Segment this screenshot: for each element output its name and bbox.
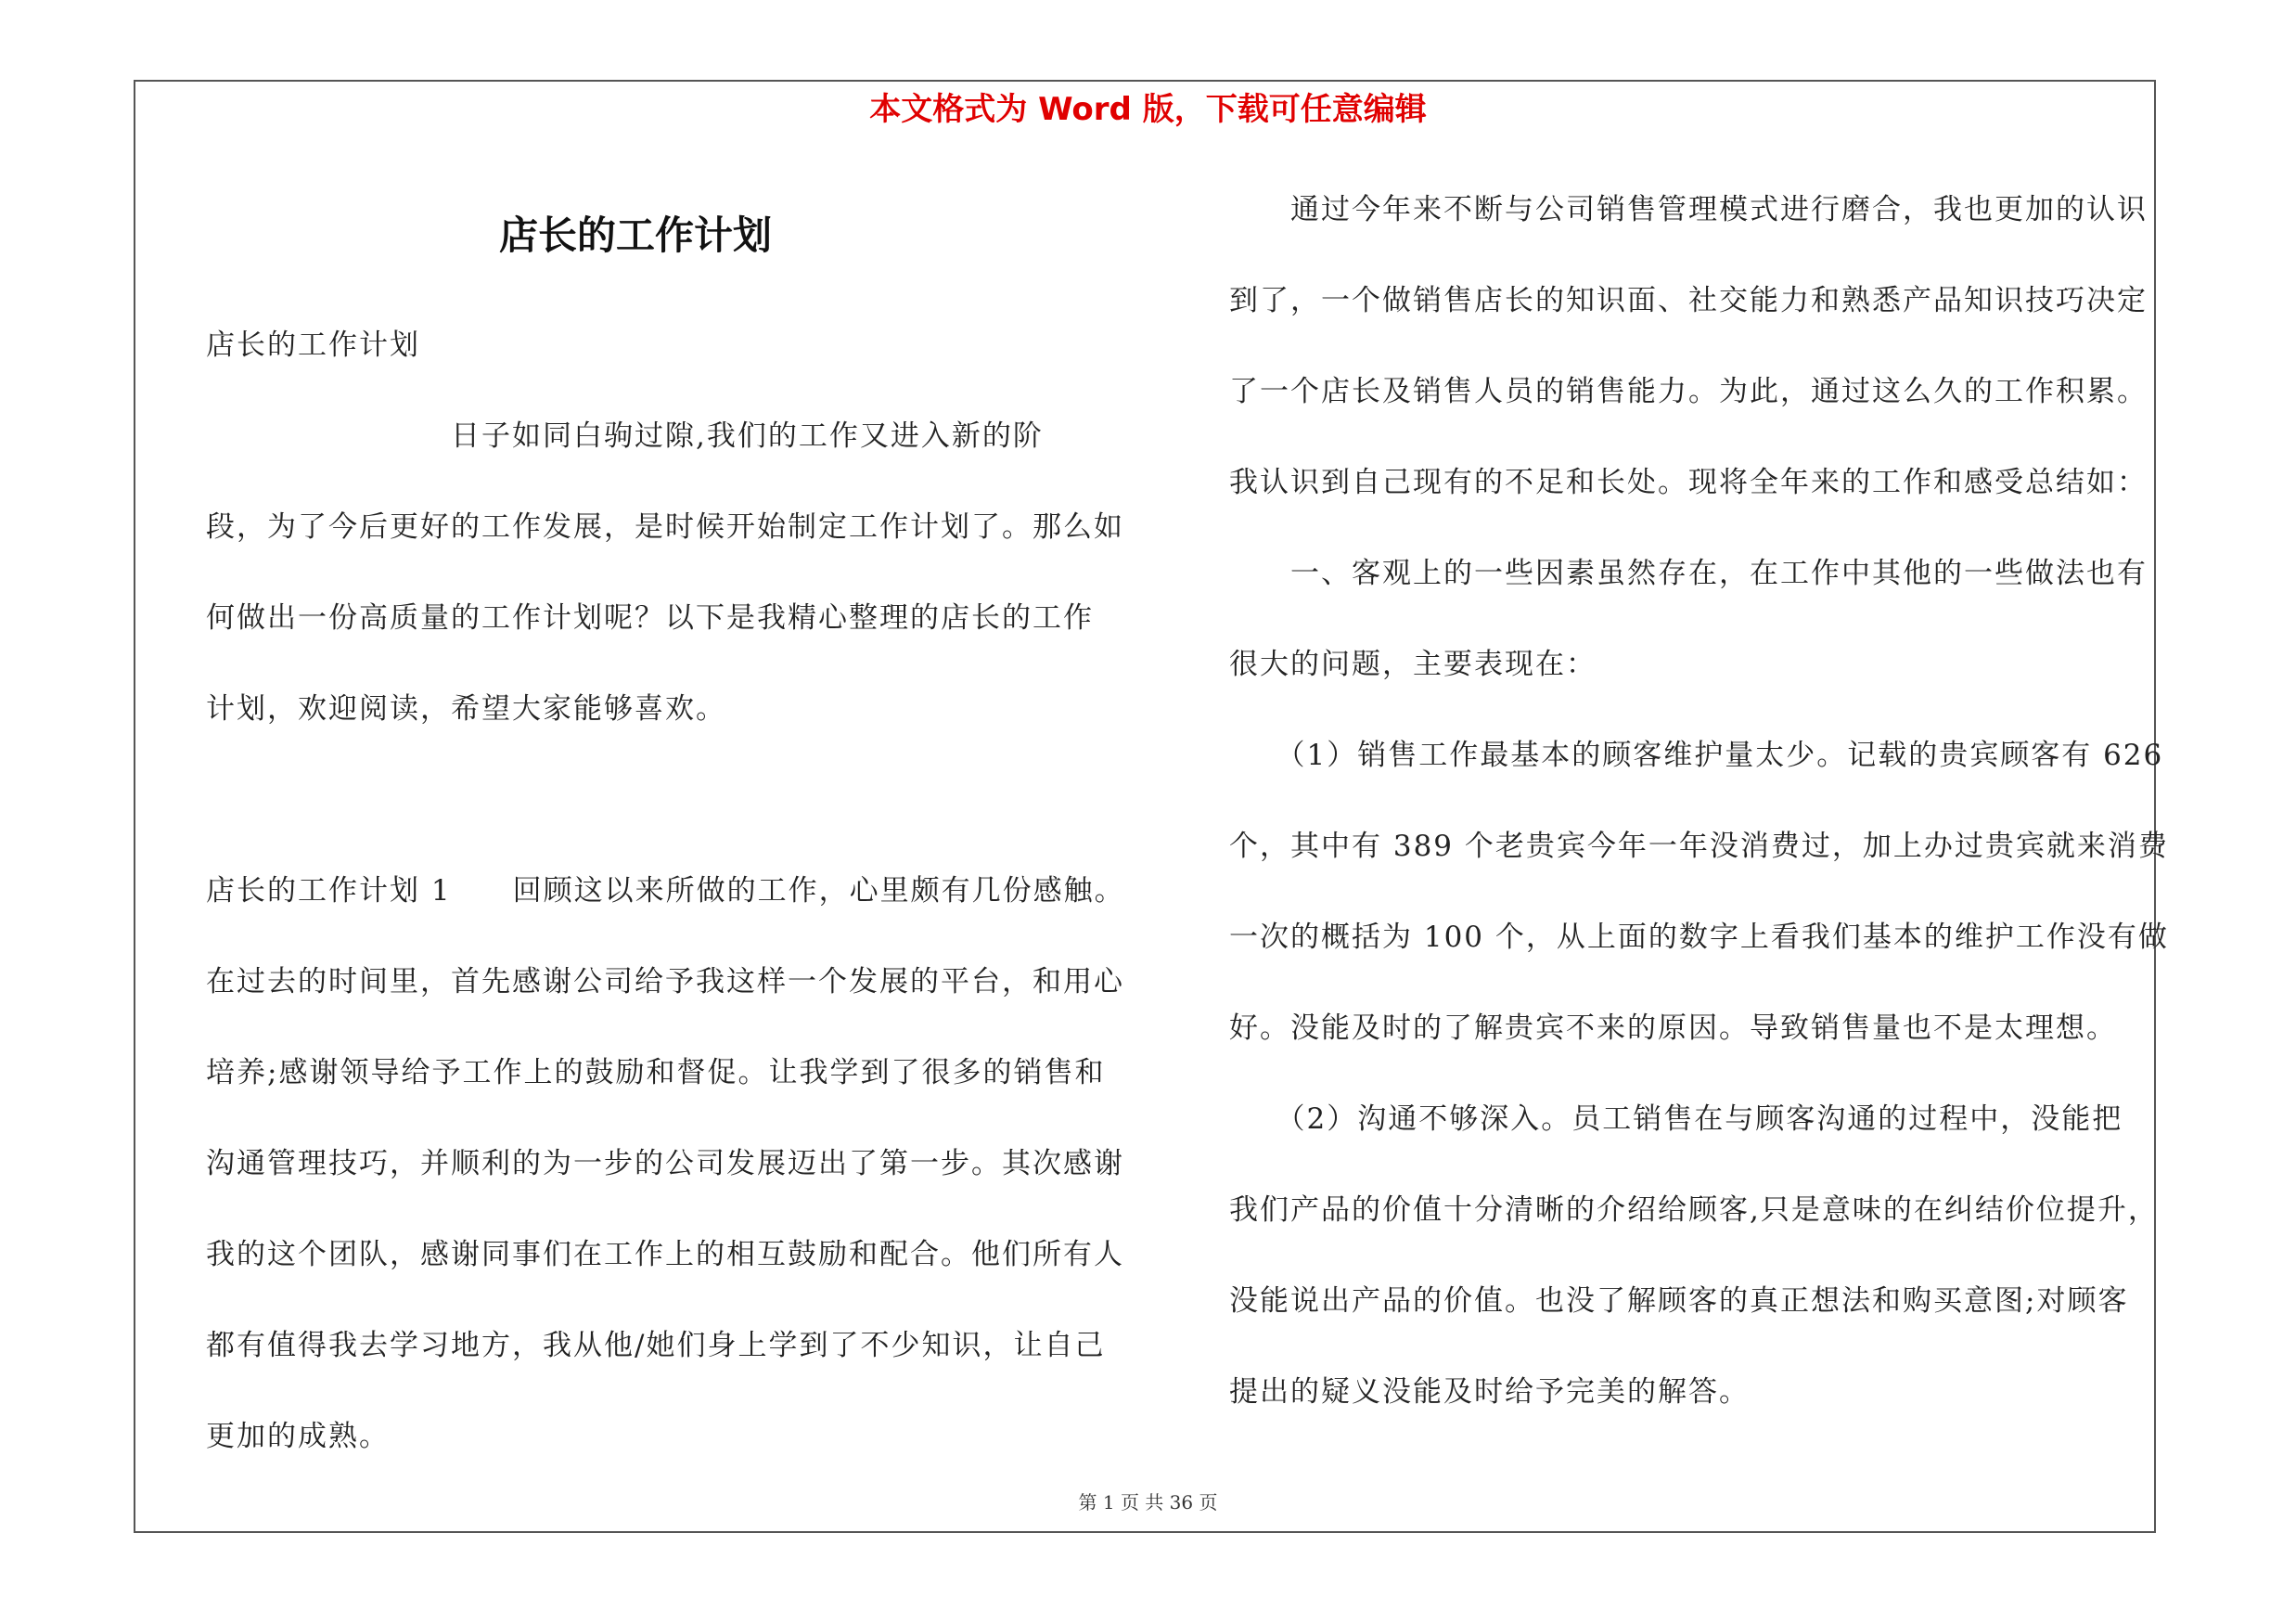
left-line: 培养;感谢领导给予工作上的鼓励和督促。让我学到了很多的销售和 (206, 1056, 1106, 1089)
left-line: 沟通管理技巧，并顺利的为一步的公司发展迈出了第一步。其次感谢 (206, 1147, 1124, 1180)
word-format-banner: 本文格式为 Word 版，下载可任意编辑 (869, 91, 1427, 128)
left-line: 店长的工作计划 (206, 328, 420, 362)
left-line: 我的这个团队，感谢同事们在工作上的相互鼓励和配合。他们所有人 (206, 1238, 1124, 1271)
right-line: 我认识到自己现有的不足和长处。现将全年来的工作和感受总结如： (1229, 466, 2148, 499)
left-line: 在过去的时间里，首先感谢公司给予我这样一个发展的平台，和用心 (206, 965, 1124, 998)
left-line-blank (206, 772, 1143, 863)
left-line: 何做出一份高质量的工作计划呢？以下是我精心整理的店长的工作 (206, 601, 1094, 635)
right-line: 通过今年来不断与公司销售管理模式进行磨合，我也更加的认识 (1229, 193, 2148, 226)
right-line: 一次的概括为 100 个，从上面的数字上看我们基本的维护工作没有做 (1229, 921, 2169, 954)
page-number-footer: 第 1 页 共 36 页 (1078, 1491, 1218, 1514)
left-line: 段，为了今后更好的工作发展，是时候开始制定工作计划了。那么如 (206, 510, 1124, 544)
left-column (206, 317, 1143, 1500)
right-line: （1）销售工作最基本的顾客维护量太少。记载的贵宾顾客有 626 (1229, 739, 2164, 772)
right-line: 很大的问题，主要表现在： (1229, 648, 1597, 681)
left-line: 更加的成熟。 (206, 1420, 390, 1453)
right-line: 没能说出产品的价值。也没了解顾客的真正想法和购买意图;对顾客 (1229, 1284, 2129, 1318)
right-line: 一、客观上的一些因素虽然存在，在工作中其他的一些做法也有 (1229, 557, 2148, 590)
right-line: 好。没能及时的了解贵宾不来的原因。导致销售量也不是太理想。 (1229, 1011, 2117, 1045)
left-line: 计划，欢迎阅读，希望大家能够喜欢。 (206, 692, 726, 726)
right-column (1229, 182, 2169, 1455)
left-line: 都有值得我去学习地方，我从他/她们身上学到了不少知识，让自己 (206, 1329, 1106, 1362)
right-line: 了一个店长及销售人员的销售能力。为此，通过这么久的工作积累。 (1229, 375, 2148, 408)
left-line: 店长的工作计划 1 回顾这以来所做的工作，心里颇有几份感触。 (206, 874, 1125, 908)
right-line: 到了，一个做销售店长的知识面、社交能力和熟悉产品知识技巧决定 (1229, 284, 2148, 317)
right-line: 提出的疑义没能及时给予完美的解答。 (1229, 1375, 1750, 1409)
right-line: 我们产品的价值十分清晰的介绍给顾客,只是意味的在纠结价位提升， (1229, 1193, 2159, 1227)
right-line: 个，其中有 389 个老贵宾今年一年没消费过，加上办过贵宾就来消费 (1229, 830, 2169, 863)
document-title: 店长的工作计划 (498, 213, 772, 258)
left-line: 日子如同白驹过隙,我们的工作又进入新的阶 (206, 419, 1044, 453)
right-line: （2）沟通不够深入。员工销售在与顾客沟通的过程中，没能把 (1229, 1102, 2123, 1136)
